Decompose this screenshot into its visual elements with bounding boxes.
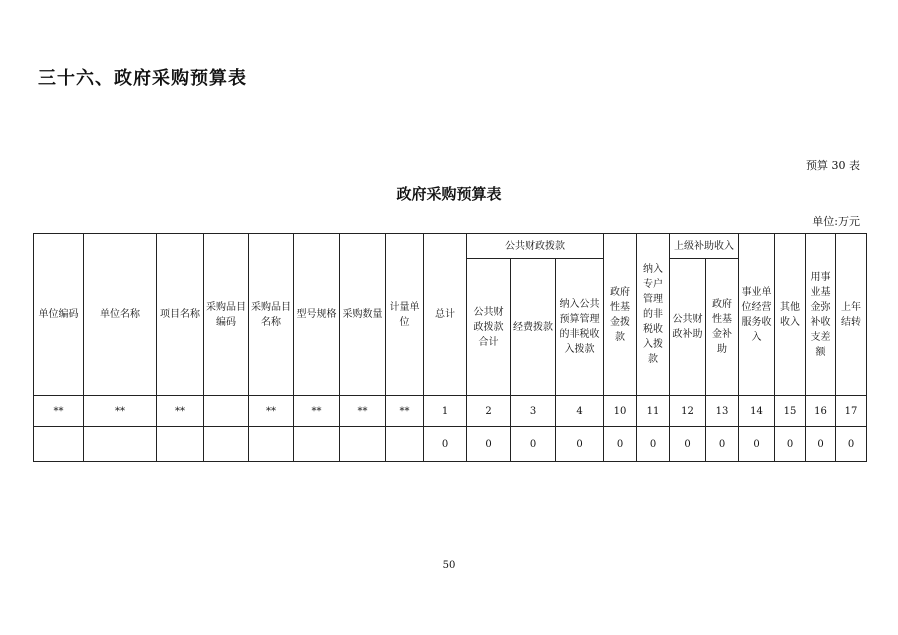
code-cell: 1 [424, 396, 467, 427]
code-cell: ** [157, 396, 204, 427]
value-cell: 0 [604, 427, 637, 462]
value-cell [340, 427, 386, 462]
section-heading: 三十六、政府采购预算表 [38, 68, 247, 89]
code-cell: ** [294, 396, 340, 427]
value-cell: 0 [670, 427, 706, 462]
code-cell: 10 [604, 396, 637, 427]
value-cell: 0 [556, 427, 604, 462]
header-total: 总计 [424, 234, 467, 396]
code-cell: 14 [739, 396, 775, 427]
header-quantity: 采购数量 [340, 234, 386, 396]
code-cell: ** [34, 396, 84, 427]
value-cell [386, 427, 424, 462]
header-superior-gov-fund: 政府性基金补助 [706, 259, 739, 396]
code-cell: 4 [556, 396, 604, 427]
header-business-income: 事业单位经营服务收入 [739, 234, 775, 396]
code-cell: ** [84, 396, 157, 427]
header-non-tax-revenue: 纳入公共预算管理的非税收入拨款 [556, 259, 604, 396]
value-cell: 0 [467, 427, 511, 462]
header-gov-fund: 政府性基金拨款 [604, 234, 637, 396]
value-cell: 0 [739, 427, 775, 462]
header-superior-subsidy: 上级补助收入 [670, 234, 739, 259]
header-fund-deficit: 用事业基金弥补收支差额 [806, 234, 836, 396]
table-row [34, 396, 867, 427]
header-other-income: 其他收入 [775, 234, 806, 396]
code-cell: 2 [467, 396, 511, 427]
value-cell: 0 [775, 427, 806, 462]
value-cell [249, 427, 294, 462]
code-cell: ** [340, 396, 386, 427]
header-unit-code: 单位编码 [34, 234, 84, 396]
header-item-code: 采购品目编码 [204, 234, 249, 396]
value-cell: 0 [637, 427, 670, 462]
procurement-budget-table [33, 233, 867, 462]
code-cell: 12 [670, 396, 706, 427]
header-last-year: 上年结转 [836, 234, 867, 396]
header-expense-allocation: 经费拨款 [511, 259, 556, 396]
value-cell [157, 427, 204, 462]
code-cell: 15 [775, 396, 806, 427]
value-cell: 0 [511, 427, 556, 462]
unit-label: 单位:万元 [812, 215, 860, 228]
header-unit-name: 单位名称 [84, 234, 157, 396]
header-superior-public: 公共财政补助 [670, 259, 706, 396]
header-public-finance: 公共财政拨款 [467, 234, 604, 259]
value-cell [84, 427, 157, 462]
code-cell: 17 [836, 396, 867, 427]
code-cell: 13 [706, 396, 739, 427]
table-row [34, 427, 867, 462]
value-cell: 0 [836, 427, 867, 462]
value-cell [34, 427, 84, 462]
code-cell: ** [249, 396, 294, 427]
table-number: 预算 30 表 [806, 159, 860, 172]
header-measure-unit: 计量单位 [386, 234, 424, 396]
value-cell: 0 [424, 427, 467, 462]
value-cell [204, 427, 249, 462]
value-cell [294, 427, 340, 462]
code-cell: 3 [511, 396, 556, 427]
code-cell: 11 [637, 396, 670, 427]
code-cell: 16 [806, 396, 836, 427]
value-cell: 0 [806, 427, 836, 462]
header-special-account: 纳入专户管理的非税收入拨款 [637, 234, 670, 396]
code-cell [204, 396, 249, 427]
header-public-finance-total: 公共财政拨款合计 [467, 259, 511, 396]
table-title: 政府采购预算表 [396, 185, 502, 203]
page-number: 50 [442, 560, 456, 571]
value-cell: 0 [706, 427, 739, 462]
header-item-name: 采购品目名称 [249, 234, 294, 396]
header-project-name: 项目名称 [157, 234, 204, 396]
code-cell: ** [386, 396, 424, 427]
header-model-spec: 型号规格 [294, 234, 340, 396]
